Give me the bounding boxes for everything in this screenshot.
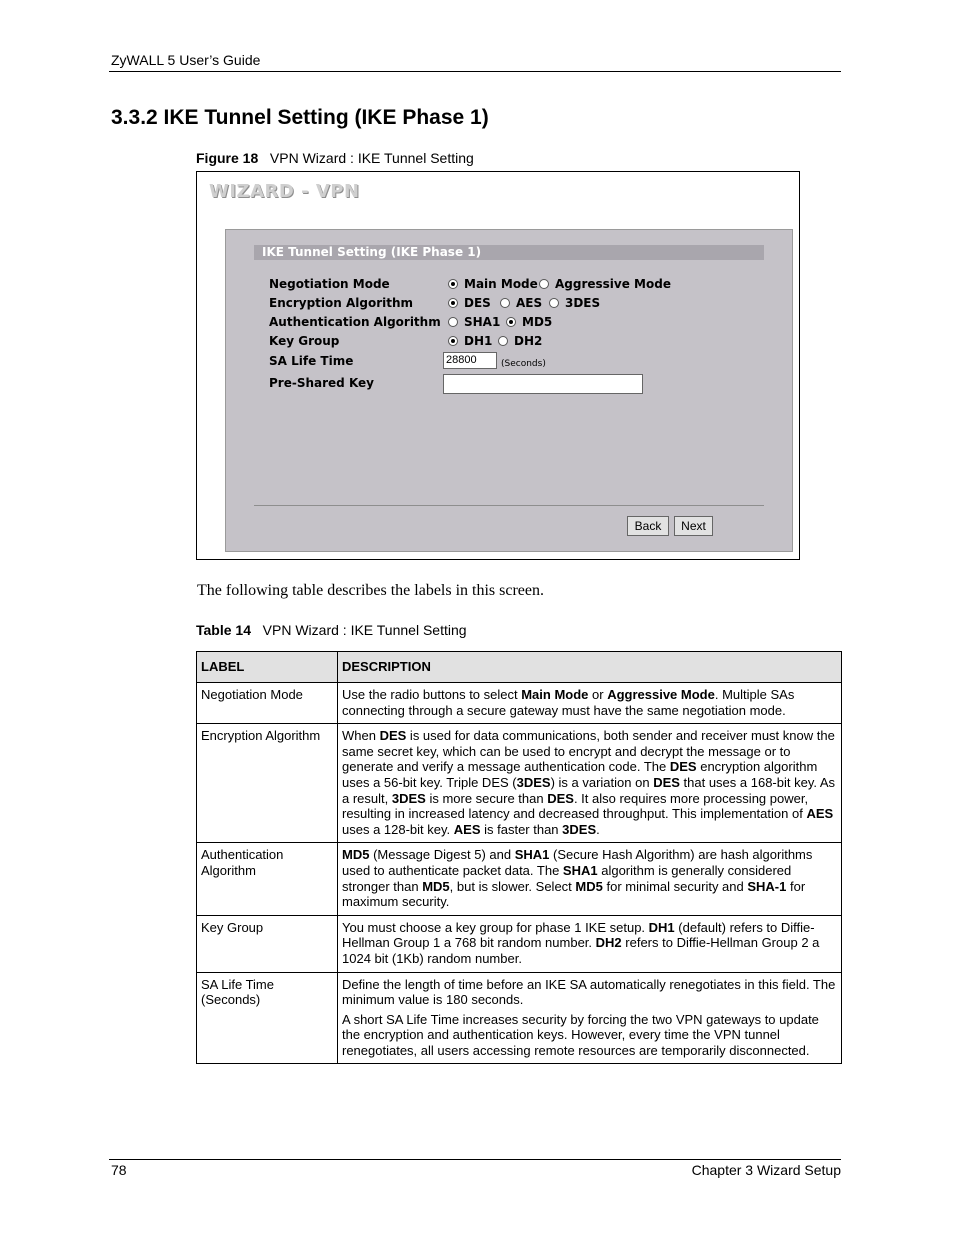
radio-unselected-icon bbox=[539, 279, 549, 289]
next-button[interactable]: Next bbox=[674, 516, 713, 536]
row-description: Use the radio buttons to select Main Mode or Aggressive Mode. Multiple SAs connecting through a secure gateway must have the same negotiation mode. bbox=[338, 683, 842, 724]
radio-selected-icon bbox=[448, 279, 458, 289]
radio-dh2[interactable]: DH2 bbox=[498, 334, 542, 348]
pre-shared-key-label: Pre-Shared Key bbox=[269, 376, 374, 390]
radio-unselected-icon bbox=[549, 298, 559, 308]
table-row bbox=[197, 915, 842, 972]
pre-shared-key-input[interactable] bbox=[443, 374, 643, 394]
radio-des[interactable]: DES bbox=[448, 296, 491, 310]
back-button[interactable]: Back bbox=[627, 516, 669, 536]
intro-paragraph: The following table describes the labels in this screen. bbox=[197, 582, 545, 599]
header-rule bbox=[109, 71, 841, 72]
figure-label: Figure 18 bbox=[196, 150, 259, 166]
ike-settings-panel bbox=[225, 229, 793, 552]
radio-selected-icon bbox=[506, 317, 516, 327]
section-heading: 3.3.2 IKE Tunnel Setting (IKE Phase 1) bbox=[111, 106, 489, 129]
chapter-title: Chapter 3 Wizard Setup bbox=[691, 1162, 841, 1178]
column-header-description: DESCRIPTION bbox=[338, 652, 842, 683]
authentication-algorithm-label: Authentication Algorithm bbox=[269, 315, 441, 329]
table-caption-text: VPN Wizard : IKE Tunnel Setting bbox=[262, 622, 467, 638]
description-table bbox=[196, 651, 842, 1064]
radio-aggressive-mode[interactable]: Aggressive Mode bbox=[539, 277, 671, 291]
sa-life-time-label: SA Life Time bbox=[269, 354, 354, 368]
radio-unselected-icon bbox=[500, 298, 510, 308]
radio-3des[interactable]: 3DES bbox=[549, 296, 600, 310]
radio-main-mode[interactable]: Main Mode bbox=[448, 277, 538, 291]
column-header-label: LABEL bbox=[197, 652, 338, 683]
sa-life-time-input[interactable]: 28800 bbox=[443, 352, 497, 369]
table-row bbox=[197, 683, 842, 724]
row-description: When DES is used for data communications, both sender and receiver must know the same secret key, which can be used to encrypt and decrypt the message or to generate and verify a message authentication code. The DES encryption algorithm uses a 56-bit key. Triple DES (3DES) is a variation on DES that uses a 168-bit key. As a result, 3DES is more secure than DES. It also requires more processing power, resulting in increased latency and decreased throughput. This implementation of AES uses a 128-bit key. AES is faster than 3DES. bbox=[338, 724, 842, 843]
radio-unselected-icon bbox=[498, 336, 508, 346]
radio-md5[interactable]: MD5 bbox=[506, 315, 552, 329]
row-label: SA Life Time (Seconds) bbox=[197, 972, 338, 1064]
radio-selected-icon bbox=[448, 336, 458, 346]
table-label: Table 14 bbox=[196, 622, 251, 638]
figure-caption-text: VPN Wizard : IKE Tunnel Setting bbox=[269, 150, 474, 166]
key-group-label: Key Group bbox=[269, 334, 340, 348]
page-number: 78 bbox=[111, 1162, 127, 1178]
sa-life-time-unit: (Seconds) bbox=[501, 359, 546, 369]
radio-aes[interactable]: AES bbox=[500, 296, 542, 310]
row-label: Negotiation Mode bbox=[197, 683, 338, 724]
figure-caption bbox=[196, 150, 474, 166]
row-description: MD5 (Message Digest 5) and SHA1 (Secure Hash Algorithm) are hash algorithms used to authenticate packet data. The SHA1 algorithm is generally considered stronger than MD5, but is slower. Select MD5 for minimal security and SHA-1 for maximum security. bbox=[338, 843, 842, 915]
table-row bbox=[197, 724, 842, 843]
table-caption bbox=[196, 622, 467, 638]
row-label: Encryption Algorithm bbox=[197, 724, 338, 843]
running-header: ZyWALL 5 User’s Guide bbox=[111, 52, 261, 68]
table-header-row bbox=[197, 652, 842, 683]
row-label: Authentication Algorithm bbox=[197, 843, 338, 915]
radio-selected-icon bbox=[448, 298, 458, 308]
table-row bbox=[197, 972, 842, 1064]
row-label: Key Group bbox=[197, 915, 338, 972]
footer-rule bbox=[109, 1159, 841, 1160]
row-description: You must choose a key group for phase 1 IKE setup. DH1 (default) refers to Diffie-Hellman Group 1 a 768 bit random number. DH2 refers to Diffie-Hellman Group 2 a 1024 bit (1Kb) random number. bbox=[338, 915, 842, 972]
radio-dh1[interactable]: DH1 bbox=[448, 334, 492, 348]
radio-sha1[interactable]: SHA1 bbox=[448, 315, 500, 329]
wizard-title: WIZARD - VPN bbox=[209, 181, 360, 202]
encryption-algorithm-label: Encryption Algorithm bbox=[269, 296, 414, 310]
wizard-screenshot bbox=[196, 171, 800, 560]
table-row bbox=[197, 843, 842, 915]
panel-title: IKE Tunnel Setting (IKE Phase 1) bbox=[254, 245, 764, 260]
negotiation-mode-label: Negotiation Mode bbox=[269, 277, 390, 291]
panel-separator bbox=[254, 505, 764, 506]
row-description: Define the length of time before an IKE SA automatically renegotiates in this field. The minimum value is 180 seconds. A short SA Life Time increases security by forcing the two VPN gateways to update the encryption and authentication keys. However, every time the VPN tunnel renegotiates, all users accessing remote resources are temporarily disconnected. bbox=[338, 972, 842, 1064]
radio-unselected-icon bbox=[448, 317, 458, 327]
